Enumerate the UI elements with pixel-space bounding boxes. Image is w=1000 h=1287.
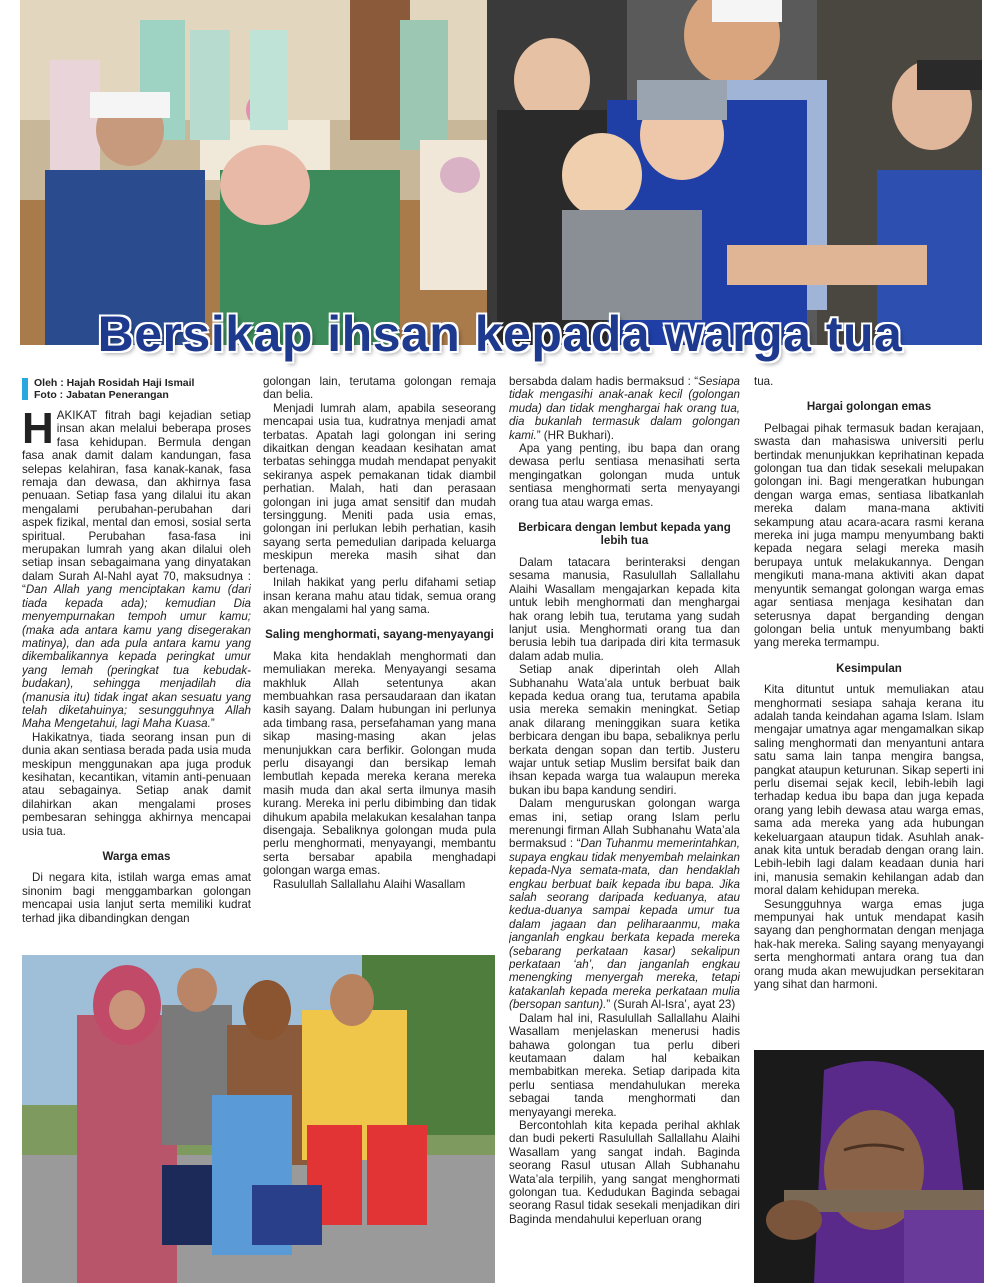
paragraph: golongan lain, terutama golongan remaja dan belia. — [263, 375, 496, 402]
paragraph: Bercontohlah kita kepada perihal akhlak dan budi pekerti Rasulullah Sallallahu Alaihi Wasallam yang sangat indah. Baginda seorang Rasul utusan Allah Subhanahu Wata’ala terpilih, yang sangat menghormati golongan tua. Kedudukan Baginda sebagai seorang Rasul tidak sesekali menjadikan diri Baginda mendahului keperluan orang — [509, 1118, 740, 1226]
subheading: Saling menghormati, sayang-menyayangi — [265, 628, 494, 642]
paragraph: Dalam hal ini, Rasulullah Sallallahu Alaihi Wasallam menjelaskan menerusi hadis bahawa golongan tua perlu diberi keutamaan dalam hal kebaikan membabitkan mereka. Setiap daripada kita perlu sentiasa mendahulukan mereka sebagai tanda menghormati dan menyayangi mereka. — [509, 1011, 740, 1119]
paragraph: Hakikatnya, tiada seorang insan pun di dunia akan sentiasa berada pada usia muda meskipun menggunakan apa juga produk kesihatan, kecantikan, vitamin anti-penuaan atau sebagainya. Setiap anak damit dilahirkan akan mengalami proses pembesaran sehingga akhirnya mencapai usia tua. — [22, 730, 251, 838]
paragraph: Pelbagai pihak termasuk badan kerajaan, swasta dan mahasiswa universiti perlu bertindak menunjukkan keprihatinan kepada golongan tua dan tidak sesekali melupakan golongan ini. Bagi mengeratkan hubungan dengan warga emas, sentiasa libatkanlah mereka dalam mana-mana aktiviti sekampung atau acara-acara rasmi kerana mereka ini juga mampu menyumbang bakti kepada negara selagi mereka masih berupaya untuk melakukannya. Dengan mengikuti mana-mana aktiviti akan dapat menyuntik semangat golongan warga emas agar sentiasa menjaga kesihatan dan seterusnya dapat berganding dengan golongan belia untuk menyumbang bakti yang mereka termampu. — [754, 421, 984, 650]
column-1 — [22, 377, 251, 947]
paragraph: Setiap anak diperintah oleh Allah Subhanahu Wata’ala untuk berbuat baik kepada kedua orang tua, terutama apabila usia mereka semakin meningkat. Setiap anak dilarang meninggikan suara ketika berbicara dengan ibu bapa, sebaliknya perlu berkata dengan sopan dan tertib. Justeru wajar untuk setiap Muslim bersifat baik dan ihsan kepada warga tua walaupun mereka bukan ibu bapa kandung sendiri. — [509, 663, 740, 797]
column-3 — [509, 375, 740, 1283]
paragraph: bersabda dalam hadis bermaksud : “Sesiapa tidak mengasihi anak-anak kecil (golongan muda) dan tidak menghargai hak orang tua, dia bukanlah termasuk dalam golongan kami.” (HR Bukhari). — [509, 375, 740, 442]
paragraph: Di negara kita, istilah warga emas amat sinonim bagi menggambarkan golongan mencapai usia lanjut serta memiliki kudrat terhad jika dibandingkan dengan — [22, 871, 251, 925]
paragraph: Sesungguhnya warga emas juga mempunyai hak untuk mendapat kasih sayang dan penghormatan dengan menjaga hak-hak mereka. Saling sayang menyayangi serta menghormati antara orang tua dan orang muda akan mewujudkan persekitaran yang sihat dan harmoni. — [754, 897, 984, 992]
article-title: Bersikap ihsan kepada warga tua — [97, 306, 903, 362]
subheading: Berbicara dengan lembut kepada yang lebih tua — [518, 521, 731, 548]
paragraph: tua. — [754, 375, 774, 388]
byline — [22, 377, 251, 401]
paragraph: Inilah hakikat yang perlu difahami setiap insan kerana mahu atau tidak, semua orang akan mengalami hal yang sama. — [263, 576, 496, 616]
byline-photo-credit: Foto : Jabatan Penerangan — [34, 389, 169, 401]
photo-elderly-woman — [754, 1050, 984, 1283]
paragraph: Maka kita hendaklah menghormati dan memuliakan mereka. Menyayangi sesama makhluk Allah setentunya akan membuahkan rasa persaudaraan dan ikatan kasih sayang. Dalam hubungan ini perlunya ada timbang rasa, persefahaman yang mana sikap masing-masing akan jelas menunjukkan cara berfikir. Golongan muda perlu disayangi dan bersikap lemah lembutlah kepada mereka kerana mereka masih muda dan akal serta ilmunya masih kurang. Mereka ini perlu dibimbing dan tidak dihukum apabila melakukan kesalahan tanpa disengaja. Sebaliknya golongan muda pula perlu menghormati, menyayangi, membantu serta bersabar apabila menghadapi golongan warga emas. — [263, 649, 496, 878]
paragraph: Dalam menguruskan golongan warga emas ini, setiap orang Islam perlu merenungi firman Allah Subhanahu Wata’ala bermaksud : “Dan Tuhanmu memerintahkan, supaya engkau tidak menyembah melainkan kepada-Nya semata-mata, dan hendaklah engkau berbuat baik kepada ibu bapa. Jika salah seorang daripada keduanya, atau kedua-duanya sampai kepada umur tua dalam jagaan dan peliharaanmu, maka janganlah engkau berkata kepada mereka (sebarang perkataan kasar) sekalipun perkataan ‘ah’, dan janganlah engkau menengking menyergah mereka, tetapi katakanlah kepada mereka perkataan mulia (bersopan santun).” (Surah Al-Isra’, ayat 23) — [509, 797, 740, 1012]
paragraph: Rasulullah Sallallahu Alaihi Wasallam — [273, 877, 466, 891]
paragraph: HAKIKAT fitrah bagi kejadian setiap insan akan melalui beberapa proses fasa kehidupan. Bermula dengan fasa anak damit dalam kandungan, fasa selepas kelahiran, fasa kanak-kanak, fasa remaja dan dewasa, dan akhirnya fasa penuaan. Setiap fasa yang dilalui itu akan mengalami perubahan-perubahan dari aspek fizikal, mental dan emosi, sosial serta spiritual. Perubahan fasa-fasa ini merupakan lumrah yang akan dilalui oleh setiap insan sebagaimana yang dinyatakan dalam Surah Al-Nahl ayat 70, maksudnya : “Dan Allah yang menciptakan kamu (dari tiada kepada ada); kemudian Dia menyempurnakan tempoh umur kamu; (maka ada antara kamu yang disegerakan matinya), dan ada pula antara kamu yang dikembalikannya kepada peringkat umur yang lemah (peringkat tua kebudak-budakan), sehingga menjadilah dia (manusia itu) tidak ingat akan sesuatu yang telah diketahuinya; sesungguhnya Allah Maha Mengetahui, lagi Maha Kuasa.” — [22, 404, 251, 731]
subheading: Kesimpulan — [836, 661, 902, 675]
paragraph: Apa yang penting, ibu bapa dan orang dewasa perlu sentiasa menasihati serta mengingatkan golongan muda untuk sentiasa menghormati serta menyayangi orang tua atau warga emas. — [509, 442, 740, 509]
column-2 — [263, 375, 496, 947]
drop-cap: H — [22, 404, 54, 453]
photo-family-group — [22, 955, 495, 1283]
photo-child-embrace — [487, 0, 982, 345]
subheading: Hargai golongan emas — [806, 400, 932, 414]
byline-author: Oleh : Hajah Rosidah Haji Ismail — [34, 377, 195, 389]
byline-accent-bar — [22, 378, 28, 400]
photo-family-salam — [20, 0, 495, 345]
paragraph: Kita dituntut untuk memuliakan atau menghormati sesiapa sahaja kerana itu adalah tanda keindahan agama Islam. Islam mengajar umatnya agar mengamalkan sikap saling menghormati dan menyantuni antara satu sama lain tanpa mengira bangsa, pangkat ataupun keturunan. Sikap seperti ini perlu disemai sejak kecil, lebih-lebih lagi terhadap kedua ibu bapa dan juga kepada orang yang lebih dewasa atau warga emas, sama ada mereka yang ada hubungan kekeluargaan ataupun tidak. Asuhlah anak-anak kita untuk beradab dengan orang lain. Lebih-lebih lagi dalam keadaan dunia hari ini, manusia semakin kehilangan adab dan moral dalam kehidupan mereka. — [754, 683, 984, 898]
paragraph: Dalam tatacara berinteraksi dengan sesama manusia, Rasulullah Sallallahu Alaihi Wasallam mengajarkan kepada kita untuk lebih menghormati dan menghargai hak orang lebih tua, terutama yang sudah lanjut usia. Menghormati orang tua dan berusia lebih tua daripada diri kita termasuk dalam adab mulia. — [509, 555, 740, 663]
paragraph: Menjadi lumrah alam, apabila seseorang mencapai usia tua, kudratnya menjadi amat terbatas. Apatah lagi golongan ini sering dikaitkan dengan keadaan kesihatan amat terbatas sehingga mudah mendapat penyakit sekiranya aspek pemakanan tidak diambil perhatian. Malah, hati dan perasaan golongan ini juga amat sensitif dan mudah tersinggung. Meniti pada usia emas, golongan ini perlukan lebih perhatian, kasih sayang serta pemedulian daripada keluarga meskipun mereka masih sihat dan bertenaga. — [263, 401, 496, 576]
column-4 — [754, 375, 984, 1047]
subheading: Warga emas — [102, 850, 171, 863]
